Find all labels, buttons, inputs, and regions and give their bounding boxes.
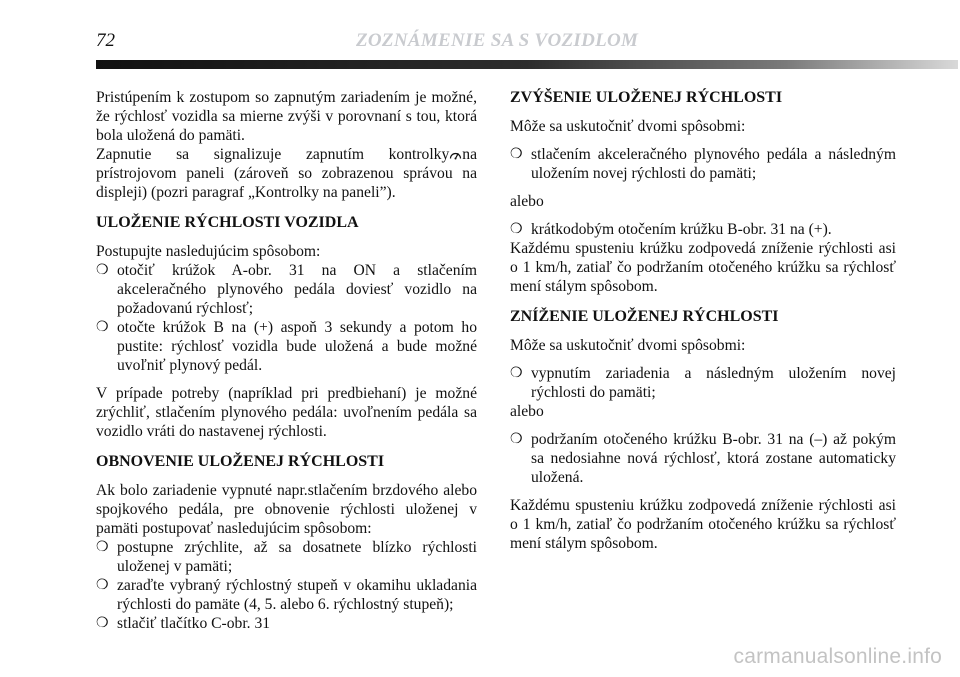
left-column — [96, 88, 477, 633]
bullet-circle-icon: ❍ — [510, 222, 523, 237]
list-item: ❍ krátkodobým otočením krúžku B-obr. 31 na (+). — [510, 221, 832, 238]
intro-text-after-icon: na prístrojovom paneli (zároveň so zobrazenou správou na displeji) (pozri paragraf „Kontrolky na paneli”). — [96, 146, 477, 201]
bullet-circle-icon: ❍ — [96, 616, 109, 631]
overtaking-paragraph: V prípade potreby (napríklad pri predbiehaní) je možné zrýchliť, stlačením plynového pedála: uvoľnením pedála sa vozidlo vráti do nastavenej rýchlosti. — [96, 385, 477, 440]
section-heading-decrease-speed: ZNÍŽENIE ULOŽENEJ RÝCHLOSTI — [510, 308, 779, 325]
list-item: ❍ postupne zrýchlite, až sa dosatnete blízko rýchlosti uloženej v pamäti; — [96, 539, 477, 575]
list-item: ❍ stlačiť tlačítko C-obr. 31 — [96, 615, 271, 632]
list-item: ❍ otočte krúžok B na (+) aspoň 3 sekundy a potom ho pustite: rýchlosť vozidla bude uložená a bude možné uvoľniť plynový pedál. — [96, 319, 477, 374]
right-column — [510, 88, 896, 553]
cruise-control-indicator-icon — [449, 146, 462, 157]
intro-paragraph-2 — [96, 145, 477, 202]
page-number: 72 — [96, 30, 115, 51]
increase-speed-option-1 — [510, 145, 896, 183]
increase-speed-paragraph: Každému spusteniu krúžku zodpovedá zníženie rýchlosti asi o 1 km/h, zatiaľ čo podržaním otočeného krúžku sa rýchlosť mení stálym spôsobom. — [510, 240, 896, 295]
resume-speed-steps — [96, 538, 477, 633]
list-item: ❍ vypnutím zariadenia a následným uložením novej rýchlosti do pamäti; — [510, 365, 896, 401]
intro-paragraph-1: Pristúpením k zostupom so zapnutým zariadením je možné, že rýchlosť vozidla sa mierne zvýši v porovnaní s tou, ktorá bola uložená do pamäti. — [96, 89, 477, 144]
list-item: ❍ podržaním otočeného krúžku B-obr. 31 na (–) až pokým sa nedosiahne nová rýchlosť, ktorá zostane automaticky uložená. — [510, 431, 896, 486]
bullet-circle-icon: ❍ — [510, 432, 523, 447]
or-separator: alebo — [510, 193, 544, 210]
increase-speed-option-2 — [510, 220, 896, 239]
section-lead: Môže sa uskutočniť dvomi spôsobmi: — [510, 118, 746, 135]
bullet-circle-icon: ❍ — [96, 578, 109, 593]
bullet-circle-icon: ❍ — [510, 147, 523, 162]
section-lead: Postupujte nasledujúcim spôsobom: — [96, 243, 321, 260]
header-rule — [96, 60, 958, 69]
list-item: ❍ zaraďte vybraný rýchlostný stupeň v okamihu ukladania rýchlosti do pamäte (4, 5. alebo 6. rýchlostný stupeň); — [96, 577, 477, 613]
bullet-circle-icon: ❍ — [96, 263, 109, 278]
bullet-circle-icon: ❍ — [96, 540, 109, 555]
store-speed-steps — [96, 261, 477, 375]
section-lead: Môže sa uskutočniť dvomi spôsobmi: — [510, 337, 746, 354]
section-heading-increase-speed: ZVÝŠENIE ULOŽENEJ RÝCHLOSTI — [510, 89, 783, 106]
decrease-speed-option-2 — [510, 430, 896, 487]
list-item: ❍ otočiť krúžok A-obr. 31 na ON a stlačením akceleračného plynového pedála doviesť vozidlo na požadovanú rýchlosť; — [96, 262, 477, 317]
bullet-circle-icon: ❍ — [96, 320, 109, 335]
list-item: ❍ stlačením akceleračného plynového pedála a následným uložením novej rýchlosti do pamäti; — [510, 146, 896, 182]
decrease-speed-option-1 — [510, 364, 896, 402]
intro-text-before-icon: Zapnutie sa signalizuje zapnutím kontrolky — [96, 146, 450, 163]
section-heading-resume-speed: OBNOVENIE ULOŽENEJ RÝCHLOSTI — [96, 453, 385, 470]
bullet-circle-icon: ❍ — [510, 366, 523, 381]
section-lead: Ak bolo zariadenie vypnuté napr.stlačením brzdového alebo spojkového pedála, pre obnovenie rýchlosti uloženej v pamäti postupovať nasledujúcim spôsobom: — [96, 482, 477, 537]
decrease-speed-paragraph: Každému spusteniu krúžku zodpovedá zníženie rýchlosti asi o 1 km/h, zatiaľ čo podržaním otočeného krúžku sa rýchlosť mení stálym spôsobom. — [510, 497, 896, 552]
watermark: carmanualsonline.info — [733, 645, 942, 668]
section-heading-store-speed: ULOŽENIE RÝCHLOSTI VOZIDLA — [96, 214, 359, 231]
or-separator: alebo — [510, 403, 544, 420]
running-head: ZOZNÁMENIE SA S VOZIDLOM — [356, 30, 639, 51]
